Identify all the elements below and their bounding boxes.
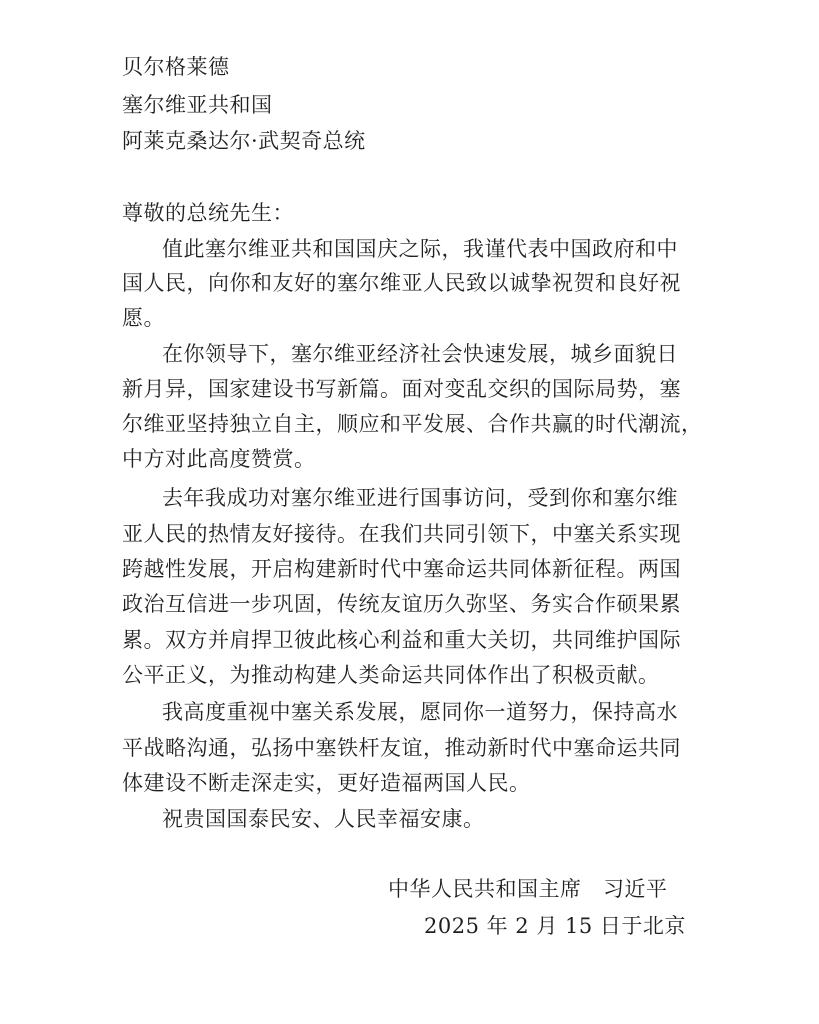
address-country: 塞尔维亚共和国 xyxy=(122,93,273,117)
address-city: 贝尔格莱德 xyxy=(122,55,230,79)
paragraph-2-line-3: 尔维亚坚持独立自主，顺应和平发展、合作共赢的时代潮流， xyxy=(122,412,703,436)
paragraph-2-line-4: 中方对此高度赞赏。 xyxy=(122,447,316,471)
paragraph-3-line-2: 亚人民的热情友好接待。在我们共同引领下，中塞关系实现 xyxy=(122,522,681,546)
paragraph-3-line-1: 去年我成功对塞尔维亚进行国事访问，受到你和塞尔维 xyxy=(162,486,678,510)
paragraph-3-line-6: 公平正义，为推动构建人类命运共同体作出了积极贡献。 xyxy=(122,663,660,687)
paragraph-4-line-3: 体建设不断走深走实，更好造福两国人民。 xyxy=(122,771,531,795)
address-recipient: 阿莱克桑达尔·武契奇总统 xyxy=(122,129,366,153)
paragraph-3-line-3: 跨越性发展，开启构建新时代中塞命运共同体新征程。两国 xyxy=(122,557,681,581)
paragraph-3-line-4: 政治互信进一步巩固，传统友谊历久弥坚、务实合作硕果累 xyxy=(122,592,681,616)
paragraph-4-line-1: 我高度重视中塞关系发展，愿同你一道努力，保持高水 xyxy=(162,700,678,724)
date-line: 2025 年 2 月 15 日于北京 xyxy=(424,914,686,938)
paragraph-1-line-2: 国人民，向你和友好的塞尔维亚人民致以诚挚祝贺和良好祝 xyxy=(122,271,681,295)
closing-wish: 祝贵国国泰民安、人民幸福安康。 xyxy=(162,807,485,831)
paragraph-1-line-1: 值此塞尔维亚共和国国庆之际，我谨代表中国政府和中 xyxy=(162,237,678,261)
paragraph-1-line-3: 愿。 xyxy=(122,306,165,330)
paragraph-4-line-2: 平战略沟通，弘扬中塞铁杆友谊，推动新时代中塞命运共同 xyxy=(122,736,681,760)
paragraph-2-line-1: 在你领导下，塞尔维亚经济社会快速发展，城乡面貌日 xyxy=(162,342,678,366)
paragraph-2-line-2: 新月异，国家建设书写新篇。面对变乱交织的国际局势，塞 xyxy=(122,377,681,401)
signature: 中华人民共和国主席 习近平 xyxy=(388,877,668,901)
paragraph-3-line-5: 累。双方并肩捍卫彼此核心利益和重大关切，共同维护国际 xyxy=(122,628,681,652)
salutation: 尊敬的总统先生： xyxy=(122,201,294,225)
